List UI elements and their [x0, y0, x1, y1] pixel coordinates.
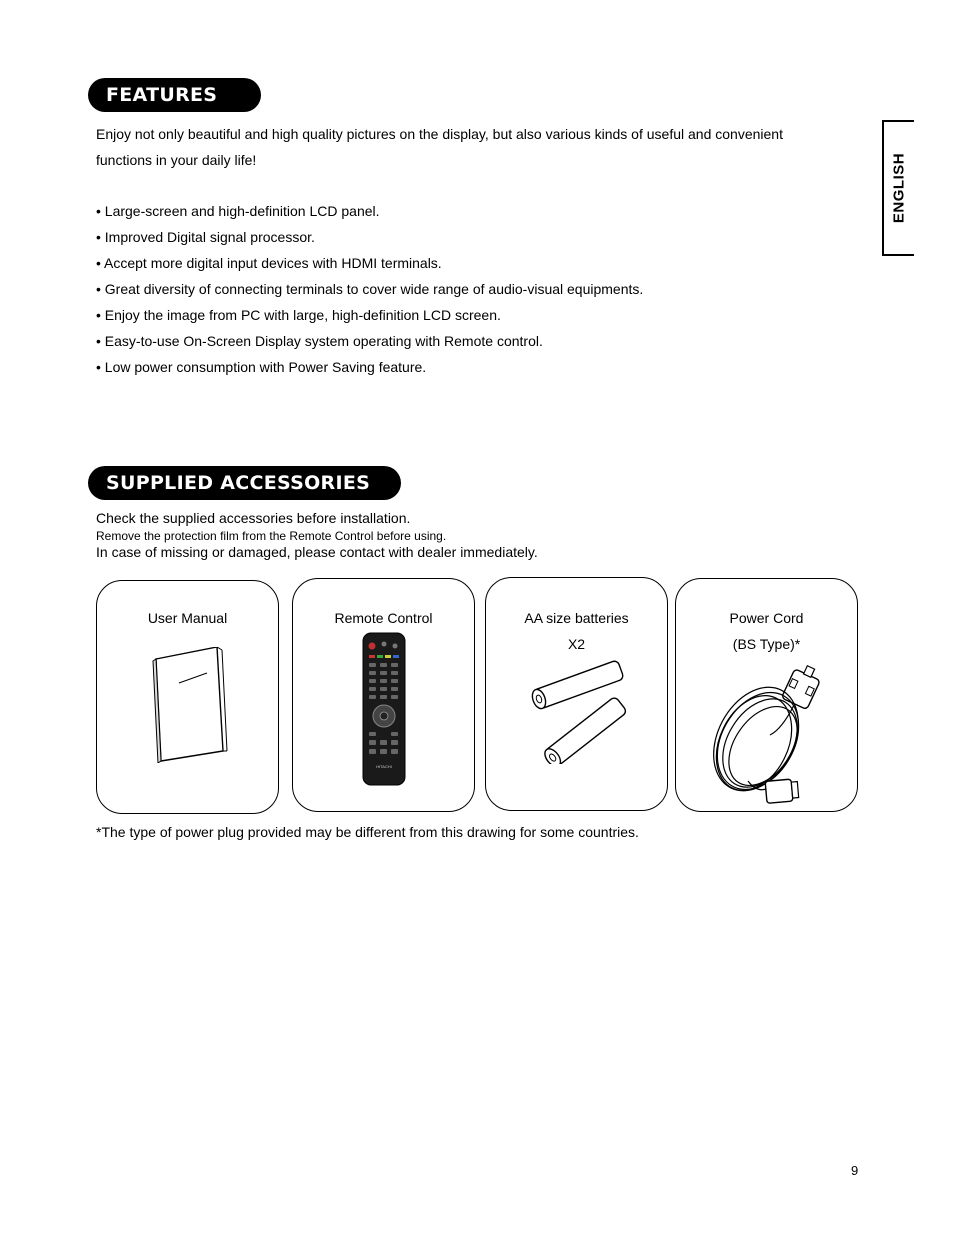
features-intro-line1: Enjoy not only beautiful and high quality pictures on the display, but also various kinds of useful and convenient	[96, 126, 783, 142]
feature-bullet: • Great diversity of connecting terminals to cover wide range of audio-visual equipments.	[96, 281, 644, 297]
feature-bullet: • Low power consumption with Power Saving feature.	[96, 359, 427, 375]
accessory-label: Power Cord	[729, 610, 804, 626]
accessories-note-check: Check the supplied accessories before installation.	[96, 510, 411, 526]
accessory-batteries	[485, 577, 668, 811]
features-intro-line2: functions in your daily life!	[96, 152, 257, 168]
accessory-power-cord	[675, 578, 858, 812]
accessory-label-qty: X2	[567, 636, 586, 652]
feature-bullet: • Large-screen and high-definition LCD panel.	[96, 203, 380, 219]
accessories-heading: SUPPLIED ACCESSORIES	[88, 466, 401, 500]
accessory-label-type: (BS Type)*	[732, 636, 801, 652]
accessory-user-manual	[96, 580, 279, 814]
accessories-footnote: *The type of power plug provided may be different from this drawing for some countries.	[96, 824, 639, 840]
accessory-label: AA size batteries	[524, 610, 629, 626]
power-cord-icon	[708, 661, 834, 809]
features-heading: FEATURES	[88, 78, 261, 112]
feature-bullet: • Improved Digital signal processor.	[96, 229, 315, 245]
feature-bullet: • Enjoy the image from PC with large, high-definition LCD screen.	[96, 307, 501, 323]
language-tab	[882, 120, 914, 256]
remote-control-icon	[362, 632, 406, 786]
feature-bullet: • Easy-to-use On-Screen Display system operating with Remote control.	[96, 333, 543, 349]
language-tab-label: ENGLISH	[890, 152, 908, 224]
page-number: 9	[851, 1163, 859, 1178]
accessory-label: User Manual	[147, 610, 228, 626]
remote-brand: HITACHI	[376, 764, 392, 769]
accessories-note-missing: In case of missing or damaged, please contact with dealer immediately.	[96, 544, 538, 560]
aa-batteries-icon	[521, 658, 636, 764]
accessory-label: Remote Control	[334, 610, 433, 626]
accessories-note-film: Remove the protection film from the Remote Control before using.	[96, 529, 447, 543]
feature-bullet: • Accept more digital input devices with HDMI terminals.	[96, 255, 442, 271]
accessory-remote-control	[292, 578, 475, 812]
user-manual-icon	[151, 647, 229, 763]
